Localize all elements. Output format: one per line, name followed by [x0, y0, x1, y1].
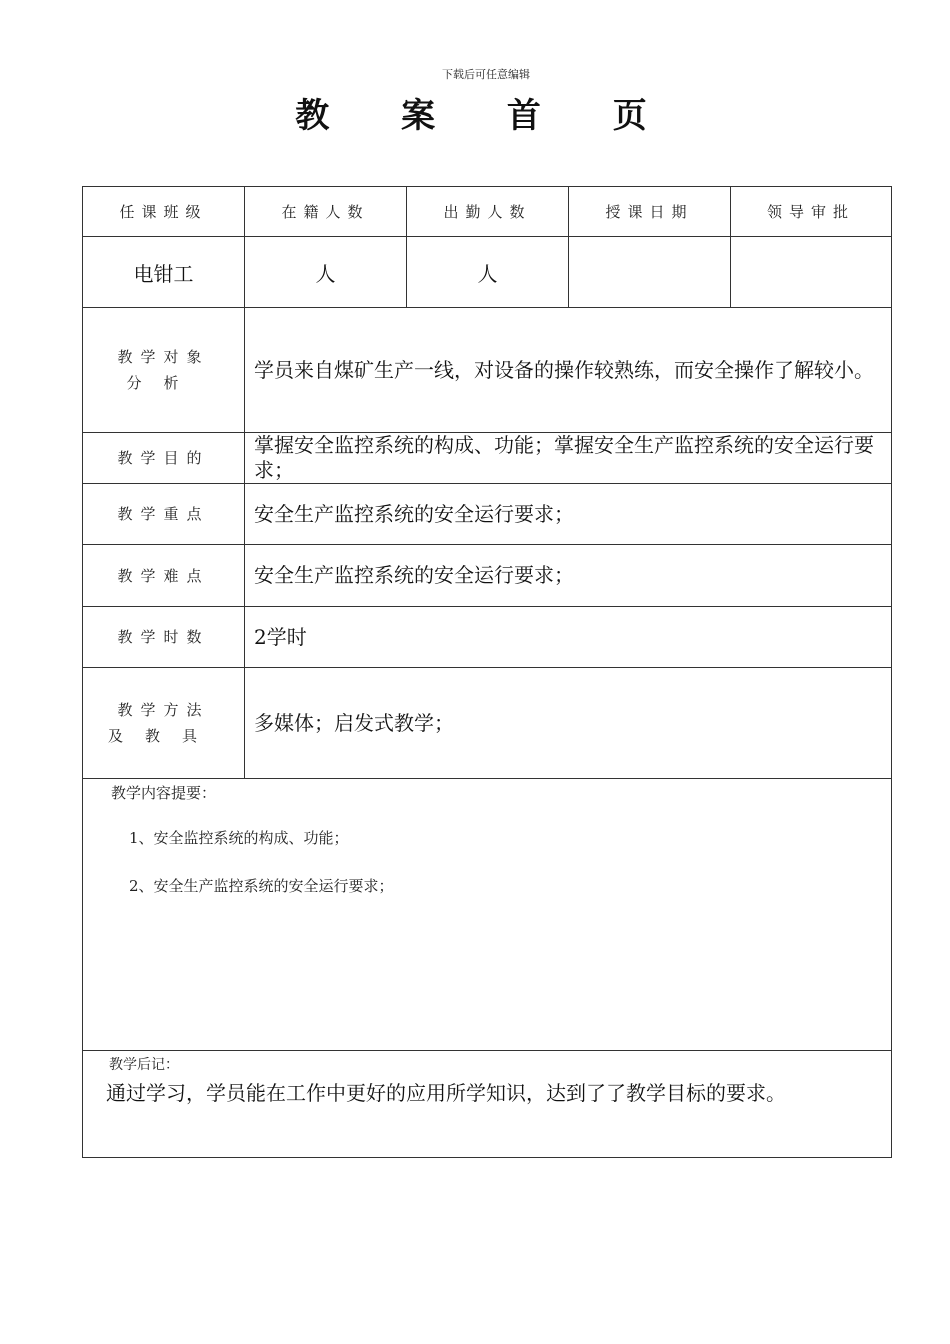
content-key-point: 安全生产监控系统的安全运行要求； — [245, 484, 892, 545]
page-title: 教 案 首 页 — [295, 96, 677, 136]
row-hours — [83, 607, 892, 668]
label-method: 教学方法 及教具 — [83, 668, 245, 779]
content-method: 多媒体；启发式教学； — [245, 668, 892, 779]
value-approval — [731, 237, 892, 308]
header-approval: 领导审批 — [731, 187, 892, 237]
outline-item: 1、安全监控系统的构成、功能； — [129, 829, 349, 847]
postscript-cell — [83, 1051, 892, 1158]
content-hours: 2学时 — [245, 607, 892, 668]
header-attendance: 出勤人数 — [407, 187, 569, 237]
row-key-point — [83, 484, 892, 545]
row-goal — [83, 433, 892, 484]
value-attendance: 人 — [407, 237, 569, 308]
label-goal: 教学目的 — [83, 433, 245, 484]
value-enrolled: 人 — [245, 237, 407, 308]
content-goal: 掌握安全监控系统的构成、功能；掌握安全生产监控系统的安全运行要求； — [245, 433, 892, 484]
row-method — [83, 668, 892, 779]
label-key-point: 教学重点 — [83, 484, 245, 545]
top-note: 下载后可任意编辑 — [442, 68, 530, 81]
header-enrolled: 在籍人数 — [245, 187, 407, 237]
postscript-title: 教学后记： — [109, 1057, 179, 1073]
postscript-text: 通过学习，学员能在工作中更好的应用所学知识，达到了了教学目标的要求。 — [106, 1081, 786, 1105]
row-outline — [83, 779, 892, 1051]
header-class: 任课班级 — [83, 187, 245, 237]
outline-item: 2、安全生产监控系统的安全运行要求； — [129, 877, 394, 895]
label-difficulty: 教学难点 — [83, 545, 245, 607]
value-date — [569, 237, 731, 308]
content-audience: 学员来自煤矿生产一线，对设备的操作较熟练，而安全操作了解较小。 — [245, 308, 892, 433]
row-difficulty — [83, 545, 892, 607]
outline-cell — [83, 779, 892, 1051]
content-difficulty: 安全生产监控系统的安全运行要求； — [245, 545, 892, 607]
header-row — [83, 187, 892, 237]
row-audience — [83, 308, 892, 433]
header-date: 授课日期 — [569, 187, 731, 237]
outline-title: 教学内容提要： — [111, 784, 217, 802]
value-row — [83, 237, 892, 308]
lesson-plan-table — [82, 186, 892, 1158]
label-hours: 教学时数 — [83, 607, 245, 668]
row-postscript — [83, 1051, 892, 1158]
value-class: 电钳工 — [83, 237, 245, 308]
label-audience: 教学对象 分析 — [83, 308, 245, 433]
